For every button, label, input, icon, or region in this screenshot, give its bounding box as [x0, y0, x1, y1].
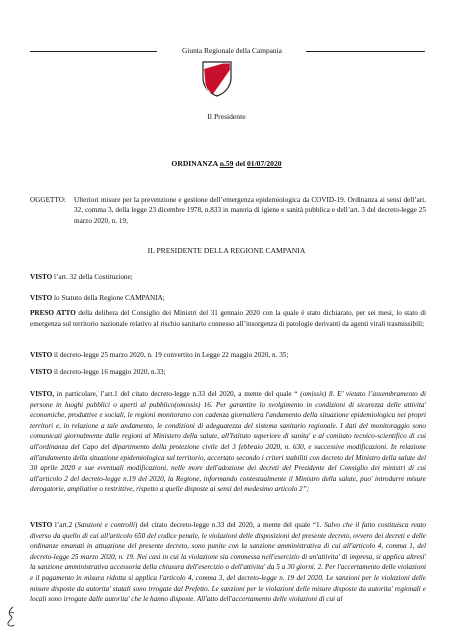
paragraph-lead: VISTO	[30, 273, 53, 281]
subject-label: OGGETTO:	[30, 196, 66, 204]
subject-block	[30, 195, 426, 226]
institution-name: Giunta Regionale della Campania	[182, 46, 282, 55]
paragraph-text: ) del citato decreto-legge n.33 del 2020, a mente del quale “1.	[135, 521, 325, 529]
paragraph-text: l’art. 32 della Costituzione;	[52, 273, 133, 281]
region-emblem-icon	[201, 60, 233, 98]
paragraph-italic: Sanzioni e controlli	[77, 521, 135, 529]
paragraph-text: in particolare, l’art.1 del citato decreto-legge n.33 del 2020, a mente del quale “	[54, 390, 301, 398]
header-rule-left	[30, 51, 157, 52]
header-rule-right	[306, 51, 425, 52]
paragraph-lead: VISTO	[30, 294, 53, 302]
paragraph-visto-dl19	[30, 350, 426, 361]
paragraph-quote: (omissis) 8. E’ vietato l’assembramento di persone in luoghi pubblici o aperti al pubblico(omissis) 16. Per garantire lo svolgimento in condizioni di sicurezza delle attivita' economiche, produttive e sociali, le regioni monitorano con cadenza giornaliera l'andamento della situazione epidemiologica nei propri territori e, in relazione a tale andamento, le condizioni di adeguatezza del sistema sanitario regionale. I dati del monitoraggio sono comunicati giornalmente dalle regioni al Ministero della salute, all'Istituto superiore di sanita' e al comitato tecnico-scientifico di cui all'ordinanza del Capo del dipartimento della protezione civile del 3 febbraio 2020, n. 630, e successive modificazioni. In relazione all'andamento della situazione epidemiologica sul territorio, accertato secondo i criteri stabiliti con decreto del Ministro della salute del 30 aprile 2020 e sue eventuali modificazioni, nelle more dell'adozione dei decreti del Presidente del Consiglio dei ministri di cui all'articolo 2 del decreto-legge n.19 del 2020, la Regione, informando contestualmente il Ministro della salute, puo' introdurre misure derogatorie, ampliative o restrittive, rispetto a quelle disposte ai sensi del medesimo articolo 2”;	[30, 390, 426, 494]
paragraph-visto-statuto	[30, 293, 426, 304]
office-title: Il Presidente	[207, 112, 246, 121]
paragraph-lead: VISTO,	[30, 390, 55, 398]
paragraph-text: il decreto-legge 16 maggio 2020, n.33;	[52, 368, 166, 376]
paragraph-visto-art1	[30, 389, 426, 495]
ordinance-middle: del	[233, 159, 247, 168]
paragraph-visto-costituzione	[30, 272, 426, 283]
paragraph-quote: Salvo che il fatto costituisca reato diverso da quello di cui all'articolo 650 del codice penale, le violazioni delle disposizioni del presente decreto, ovvero dei decreti e delle ordinanze emanati in attuazione del presente decreto, sono punite con la sanzione amministrativa di cui all'articolo 4, comma 1, del decreto-legge 25 marzo 2020, n. 19. Nei casi in cui la violazione sia commessa nell'esercizio di un'attivita' di impresa, si applica altresi' la sanzione amministrativa accessoria della chiusura dell'esercizio o dell'attivita' da 5 a 30 giorni. 2. Per l'accertamento delle violazioni e il pagamento in misura ridotta si applica l'articolo 4, comma 3, del decreto-legge n. 19 del 2020. Le sanzioni per le violazioni delle misure disposte da autorita' statali sono irrogate dal Prefetto. Le sanzioni per le violazioni delle misure disposte da autorita' regionali e locali sono irrogate dalle autorita' che le hanno disposte. All'atto dell'accertamento delle violazioni di cui al	[30, 521, 426, 604]
subject-text: Ulteriori misure per la prevenzione e gestione dell’emergenza epidemiologica da COVID-19. Ordinanza ai sensi dell’art. 32, comma 3, della legge 23 dicembre 1978, n.833 in materia di igiene e sanità pubblica e dell’art. 3 del decreto-legge 25 marzo 2020, n. 19,	[74, 196, 426, 225]
paragraph-text: lo Statuto della Regione CAMPANIA;	[52, 294, 165, 302]
president-heading: IL PRESIDENTE DELLA REGIONE CAMPANIA	[147, 246, 306, 255]
ordinance-number: n.59	[219, 159, 234, 168]
paragraph-visto-art2	[30, 520, 426, 605]
initials-signature-icon	[6, 606, 16, 628]
letterhead	[30, 44, 425, 58]
paragraph-lead: PRESO ATTO	[30, 309, 76, 317]
paragraph-text: il decreto-legge 25 marzo 2020, n. 19 convertito in Legge 22 maggio 2020, n. 35;	[52, 351, 289, 359]
paragraph-lead: VISTO	[30, 521, 53, 529]
paragraph-text: l’art.2 (	[52, 521, 78, 529]
paragraph-lead: VISTO	[30, 368, 53, 376]
paragraph-text: della delibera del Consiglio dei Ministri del 31 gennaio 2020 con la quale è stato dichiarato, per sei mesi, lo stato di emergenza sul territorio nazionale relativo al rischio sanitario connesso all’insorgenza di patologie derivanti da agenti virali trasmissibili;	[30, 309, 427, 328]
ordinance-heading	[0, 159, 453, 168]
paragraph-visto-dl33	[30, 367, 426, 378]
paragraph-lead: VISTO	[30, 351, 53, 359]
paragraph-preso-atto	[30, 308, 426, 329]
ordinance-date: 01/07/2020	[246, 159, 282, 168]
ordinance-prefix: ORDINANZA	[171, 159, 220, 168]
